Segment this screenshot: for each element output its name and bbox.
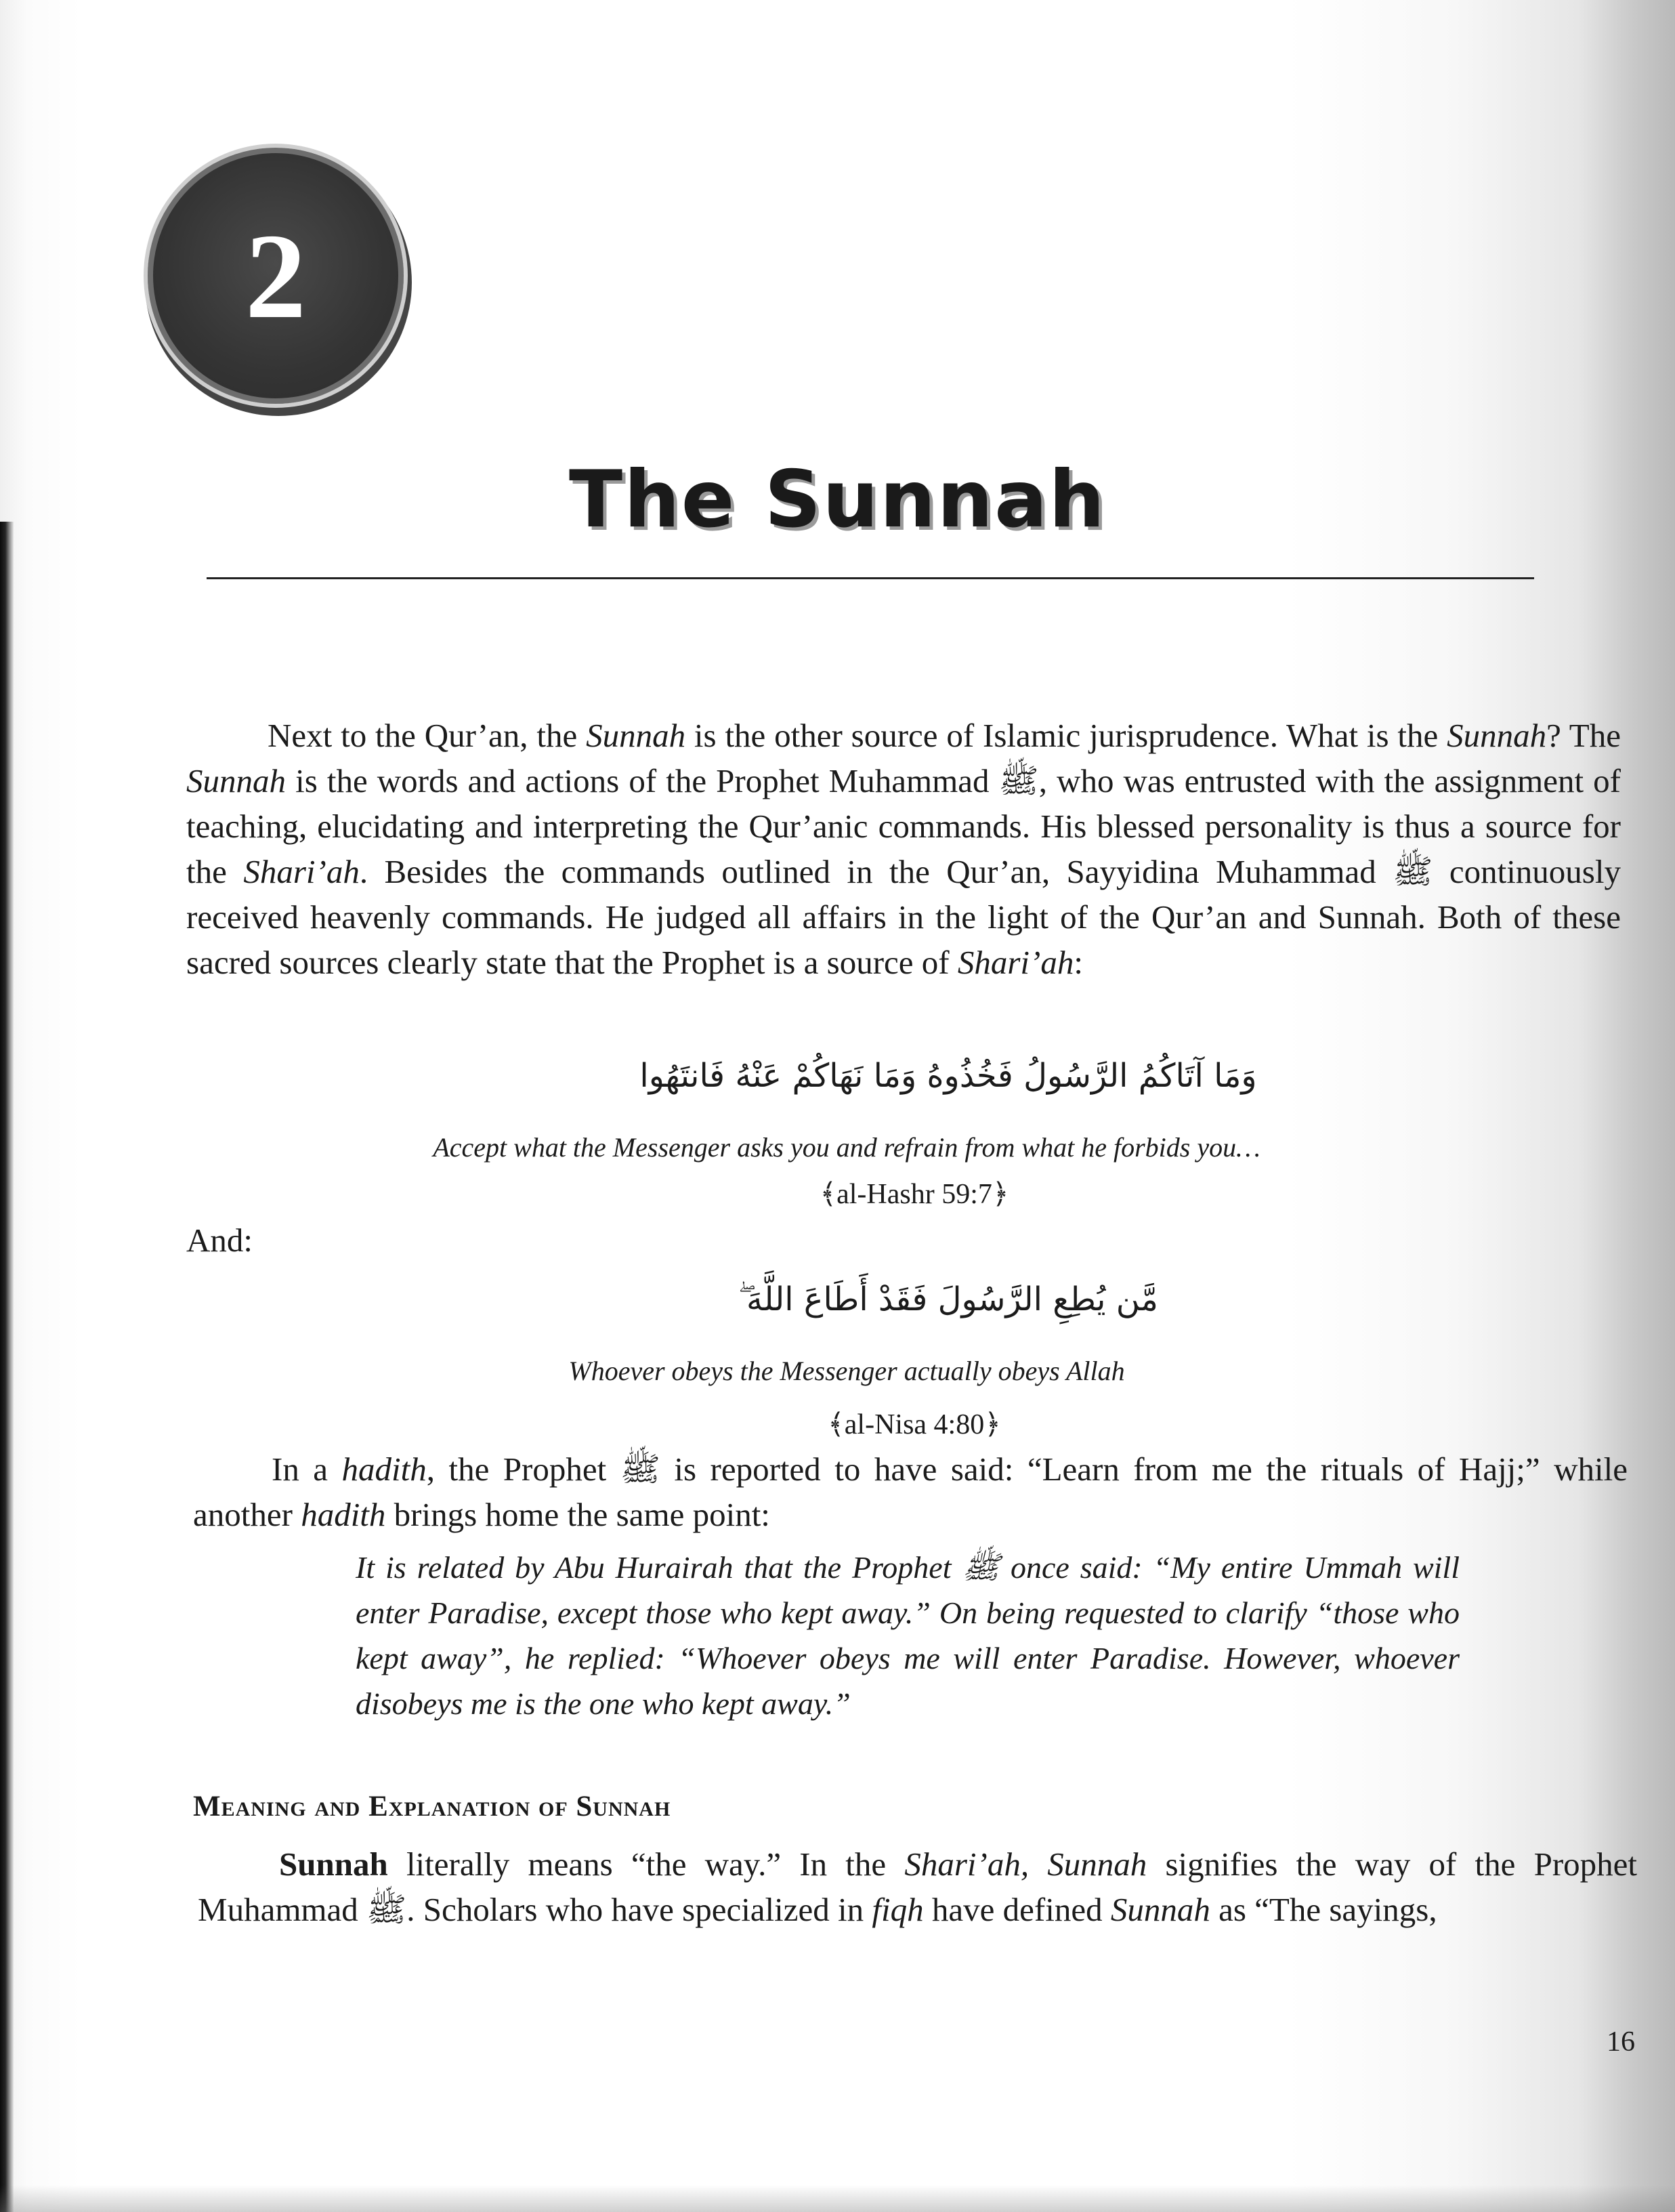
emphasized-term: Sunnah (586, 717, 686, 754)
arabic-verse-hashr: وَمَا آتَاكُمُ الرَّسُولُ فَخُذُوهُ وَمَا نَهَاكُمْ عَنْهُ فَانتَهُوا (639, 1057, 1257, 1095)
chapter-number: 2 (245, 208, 306, 343)
emphasized-term: Shari’ah, Sunnah (904, 1845, 1147, 1883)
emphasized-term: hadith (341, 1451, 427, 1488)
emphasized-term: fiqh (872, 1891, 924, 1928)
chapter-title: The Sunnah (569, 454, 1106, 545)
emphasized-term: Shari’ah (243, 853, 360, 890)
verse-translation-nisa: Whoever obeys the Messenger actually obeys Allah (568, 1356, 1125, 1386)
emphasized-term: Sunnah (1447, 717, 1547, 754)
page-bottom-shadow (0, 2185, 1675, 2212)
verse-translation-hashr: Accept what the Messenger asks you and refrain from what he forbids you… (433, 1132, 1260, 1163)
hadith-intro-paragraph: In a hadith, the Prophet ﷺ is reported to have said: “Learn from me the rituals of Hajj;” while another hadith brings home the same point: (193, 1451, 1628, 1533)
emphasized-term: Shari’ah (957, 944, 1074, 981)
title-divider (207, 577, 1534, 579)
page-number: 16 (1607, 2026, 1635, 2058)
emphasized-term: hadith (301, 1496, 386, 1533)
hadith-quotation: It is related by Abu Hurairah that the Prophet ﷺ once said: “My entire Ummah will enter Paradise, except those who kept away.” On being requested to clarify “those who kept away”, he replied: “Whoever obeys me will enter Paradise. However, whoever disobeys me is the one who kept away.” (356, 1550, 1460, 1721)
connector-text: And: (186, 1222, 253, 1259)
intro-paragraph: Next to the Qur’an, the Sunnah is the other source of Islamic jurisprudence. What is the Sunnah? The Sunnah is the words and actions of the Prophet Muhammad ﷺ, who was entrusted with the assignment of teaching, elucidating and interpreting the Qur’anic commands. His blessed personality is thus a source for the Shari’ah. Besides the commands outlined in the Qur’an, Sayyidina Muhammad ﷺ continuously received heavenly commands. He judged all affairs in the light of the Qur’an and Sunnah. Both of these sacred sources clearly state that the Prophet is a source of Shari’ah: (186, 717, 1621, 981)
chapter-number-badge (148, 148, 404, 404)
sunnah-meaning-paragraph: Sunnah literally means “the way.” In the Shari’ah, Sunnah signifies the way of the Prophet Muhammad ﷺ. Scholars who have specialized in fiqh have defined Sunnah as “The sayings, (198, 1845, 1637, 1928)
arabic-verse-nisa: مَّن يُطِعِ الرَّسُولَ فَقَدْ أَطَاعَ اللَّهَ ۖ (738, 1280, 1158, 1318)
verse-reference-hashr: ﴾al-Hashr 59:7﴿ (820, 1179, 1009, 1210)
section-heading: Meaning and Explanation of Sunnah (193, 1791, 671, 1822)
emphasized-term: Sunnah (186, 762, 286, 799)
page-binding-edge (0, 522, 14, 2212)
bold-term: Sunnah (279, 1845, 388, 1883)
emphasized-term: Sunnah (1110, 1891, 1210, 1928)
verse-reference-nisa: ﴾al-Nisa 4:80﴿ (828, 1409, 1001, 1440)
